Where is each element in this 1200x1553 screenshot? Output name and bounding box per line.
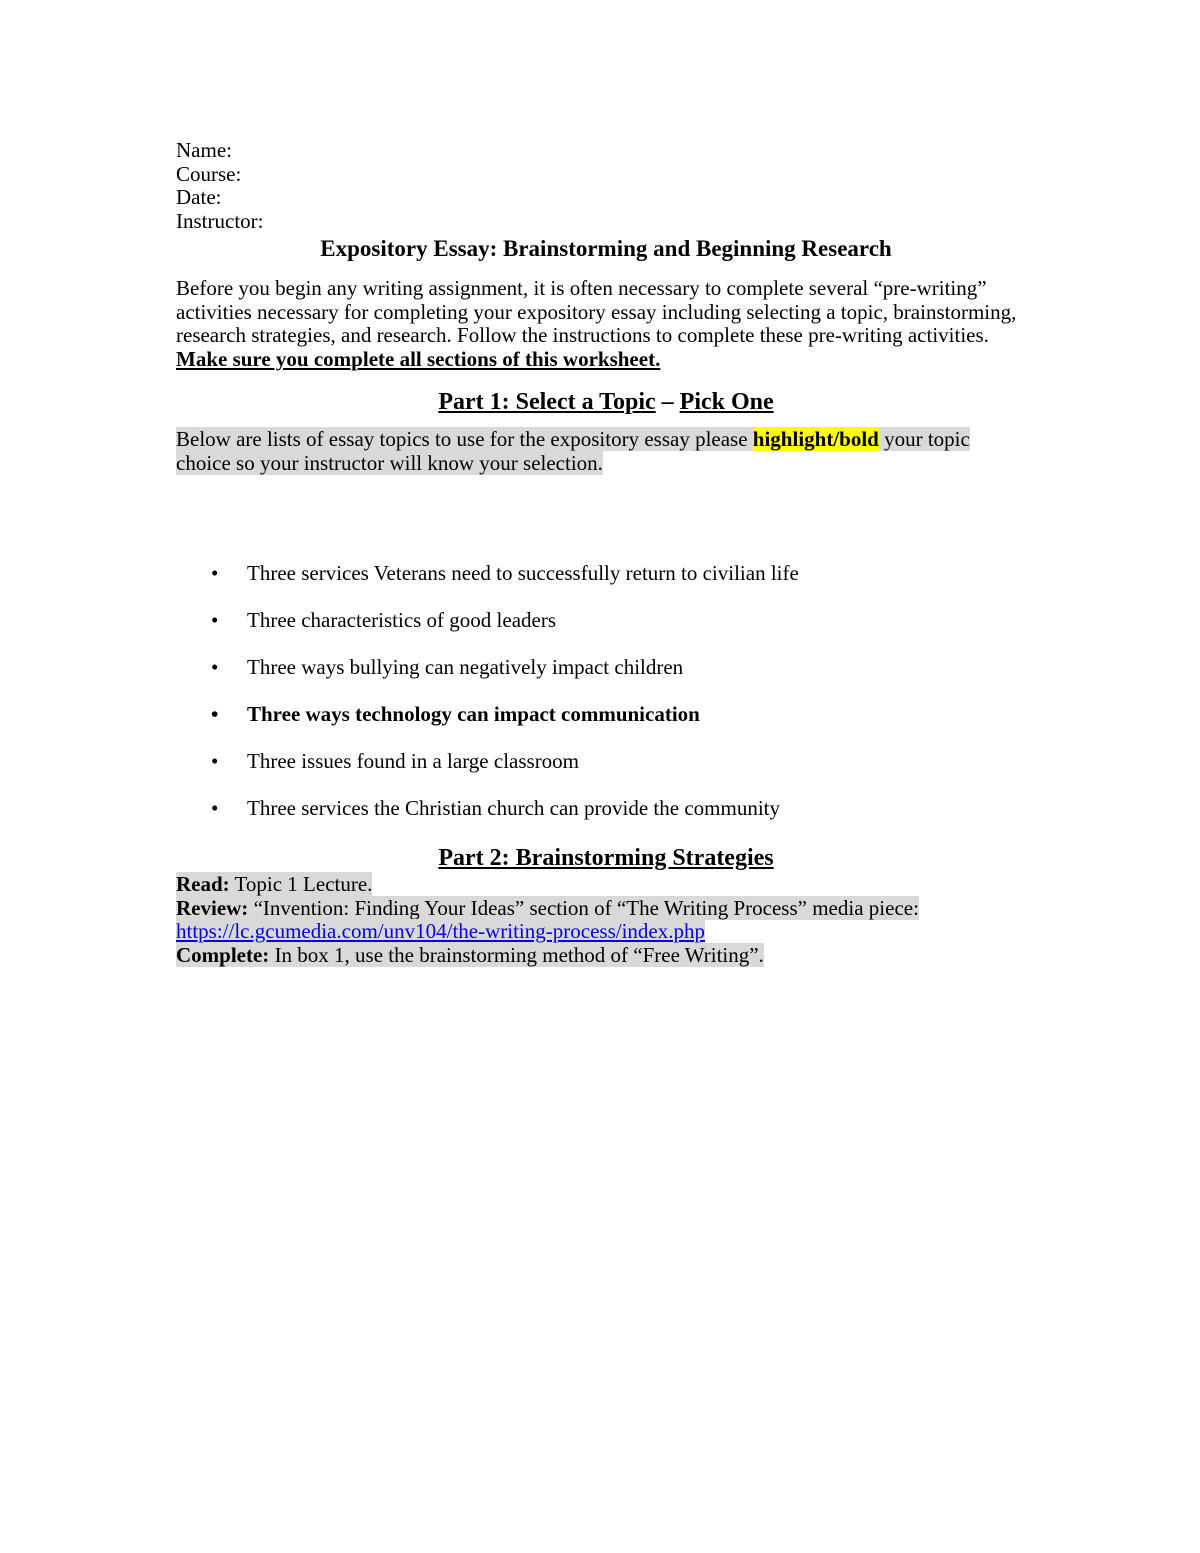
part1-heading-suffix: Pick One bbox=[679, 389, 774, 415]
date-label: Date: bbox=[176, 185, 222, 209]
bullet-icon: • bbox=[211, 655, 219, 679]
topic-text: Three ways technology can impact communication bbox=[247, 702, 700, 726]
instructor-label: Instructor: bbox=[176, 208, 264, 233]
part1-heading-dash: – bbox=[655, 389, 680, 415]
complete-instruction-shade bbox=[176, 943, 764, 967]
part1-heading-title: Part 1: Select a Topic bbox=[438, 389, 656, 415]
topic-text: Three services the Christian church can provide the community bbox=[247, 796, 780, 820]
review-instruction bbox=[176, 897, 1026, 944]
part1-heading bbox=[176, 387, 1026, 417]
course-label: Course: bbox=[176, 161, 242, 186]
bullet-icon: • bbox=[211, 702, 219, 726]
bullet-icon: • bbox=[211, 608, 219, 632]
complete-label: Complete: bbox=[176, 942, 270, 967]
part1-instructions-after: your topic choice so your instructor will know your selection. bbox=[176, 427, 970, 475]
topic-text: Three characteristics of good leaders bbox=[247, 608, 557, 632]
bullet-icon: • bbox=[211, 749, 219, 773]
complete-text: In box 1, use the brainstorming method of “Free Writing”. bbox=[269, 942, 764, 967]
part2-heading-title: Part 2: Brainstorming Strategies bbox=[438, 845, 774, 871]
topic-item-church bbox=[176, 796, 1026, 820]
part2-heading bbox=[176, 843, 1026, 873]
intro-text: Before you begin any writing assignment, it is often necessary to complete several “pre-writing” activities necessary for completing your expository essay including selecting a topic, brainstorming, research strategies, and research. Follow the instructions to complete these pre-writing activities. bbox=[176, 276, 1017, 347]
part1-instructions-highlight: highlight/bold bbox=[752, 427, 879, 451]
topic-item-technology-selected bbox=[176, 702, 1026, 726]
review-text: “Invention: Finding Your Ideas” section of “The Writing Process” media piece: bbox=[248, 895, 919, 920]
read-text: Topic 1 Lecture. bbox=[229, 872, 373, 896]
read-label: Read: bbox=[176, 872, 230, 896]
read-instruction bbox=[176, 873, 1026, 897]
review-instruction-shade bbox=[176, 896, 919, 944]
bullet-icon: • bbox=[211, 796, 219, 820]
intro-paragraph bbox=[176, 277, 1026, 371]
document-content bbox=[176, 139, 1026, 967]
topic-item-veterans bbox=[176, 561, 1026, 585]
topic-item-leaders bbox=[176, 608, 1026, 632]
writing-process-link[interactable]: https://lc.gcumedia.com/unv104/the-writing-process/index.php bbox=[176, 919, 705, 943]
intro-emphasis: Make sure you complete all sections of this worksheet. bbox=[176, 346, 661, 371]
topic-list bbox=[176, 561, 1026, 820]
topic-item-bullying bbox=[176, 655, 1026, 679]
name-label: Name: bbox=[176, 138, 232, 162]
topic-text: Three ways bullying can negatively impact children bbox=[247, 655, 684, 679]
read-instruction-shade bbox=[176, 872, 372, 896]
document-title: Expository Essay: Brainstorming and Beginning Research bbox=[320, 236, 892, 261]
topic-text: Three issues found in a large classroom bbox=[247, 749, 580, 773]
topic-text: Three services Veterans need to successfully return to civilian life bbox=[247, 561, 799, 585]
review-label: Review: bbox=[176, 895, 249, 920]
bullet-icon: • bbox=[211, 561, 219, 585]
complete-instruction bbox=[176, 944, 1026, 968]
part1-instructions bbox=[176, 427, 1026, 475]
topic-item-classroom bbox=[176, 749, 1026, 773]
part1-instructions-before: Below are lists of essay topics to use for the expository essay please bbox=[176, 427, 753, 451]
